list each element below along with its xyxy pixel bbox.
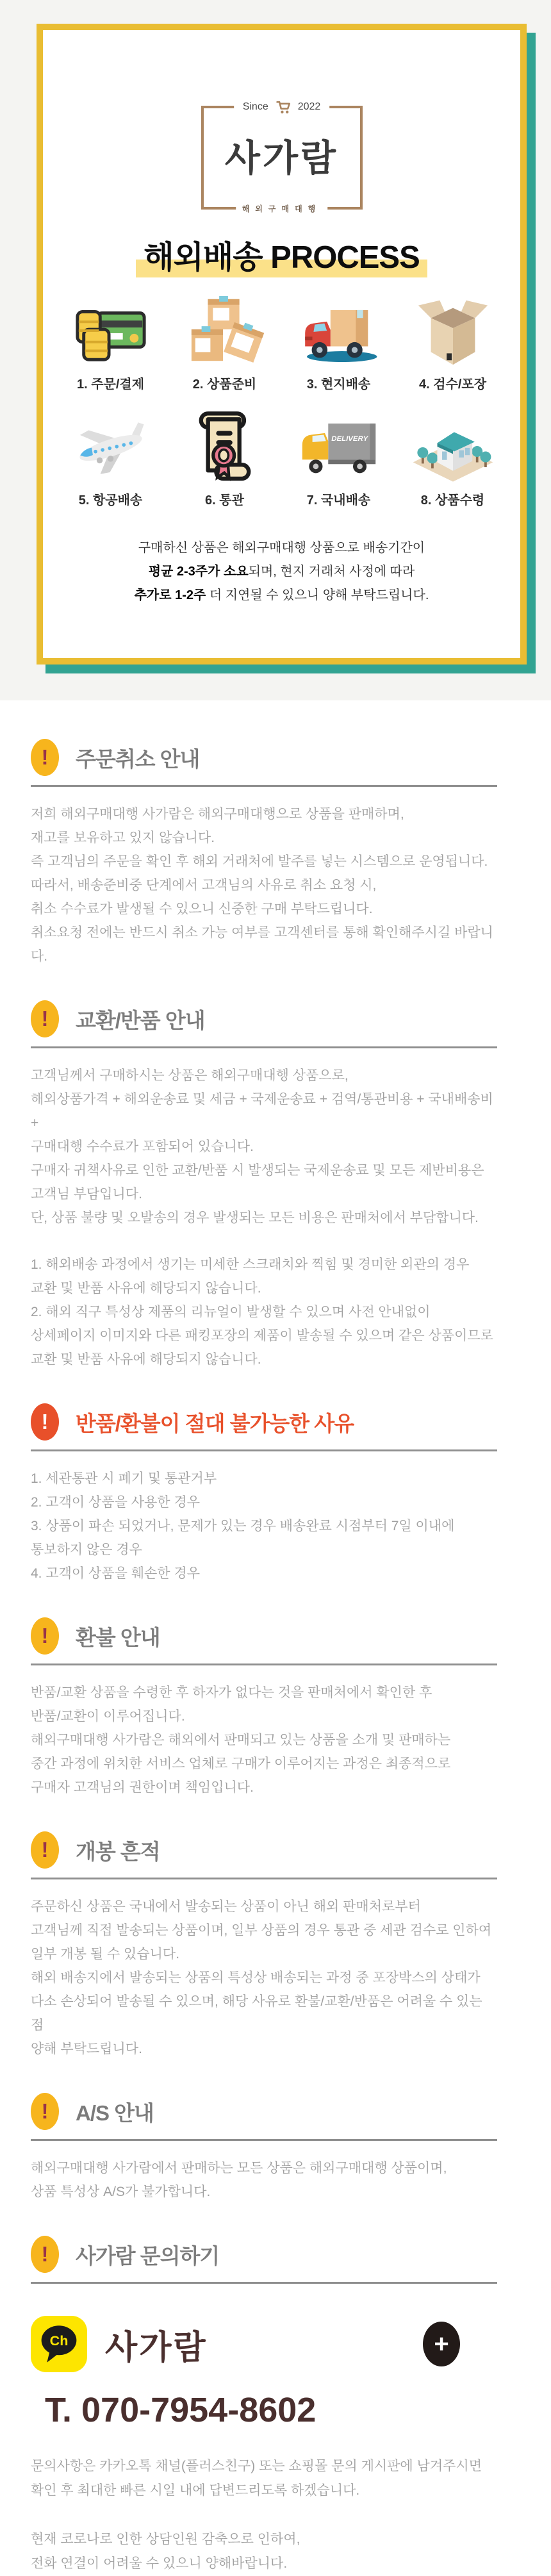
process-card	[37, 24, 527, 665]
exclamation-icon: !	[31, 2093, 59, 2130]
body-line: 저희 해외구매대행 사가람은 해외구매대행으로 상품을 판매하며,	[31, 807, 404, 822]
section-title: 교환/반품 안내	[76, 1008, 205, 1032]
step-label: 6. 통관	[205, 493, 244, 508]
paragraph-gap	[31, 1230, 497, 1253]
section-title: 환불 안내	[76, 1625, 160, 1649]
info-section	[31, 1831, 497, 2061]
body-line: 취소 수수료가 발생될 수 있으니 신중한 구매 부탁드립니다.	[31, 902, 373, 916]
process-banner-area	[0, 0, 551, 700]
shipping-notice	[43, 536, 520, 607]
add-channel-button[interactable]: +	[423, 2322, 460, 2366]
section-title: 주문취소 안내	[76, 747, 200, 771]
process-step	[168, 293, 282, 392]
section-divider	[31, 1664, 497, 1665]
exclamation-icon: !	[31, 1403, 59, 1441]
kakaotalk-channel-icon[interactable]	[31, 2316, 87, 2372]
section-title: 개봉 흔적	[76, 1839, 160, 1863]
section-divider	[31, 785, 497, 787]
body-line: 반품/교환 상품을 수령한 후 하자가 없다는 것을 판매처에서 확인한 후	[31, 1685, 432, 1700]
exclamation-icon: !	[31, 1831, 59, 1869]
section-title: 사가람 문의하기	[76, 2243, 220, 2268]
info-section	[31, 1000, 497, 1371]
body-line: 주문하신 상품은 국내에서 발송되는 상품이 아닌 해외 판매처로부터	[31, 1899, 421, 1914]
shopping-cart-icon	[275, 99, 292, 115]
body-line: 전화 연결이 어려울 수 있으니 양해바랍니다.	[31, 2556, 288, 2571]
page-title: 해외배송 PROCESS	[43, 233, 520, 277]
notice-line: 구매하신 상품은 해외구매대행 상품으로 배송기간이	[138, 541, 425, 555]
info-section	[31, 739, 497, 968]
section-body	[31, 1681, 497, 1799]
kakao-channel-name: 사가람	[105, 2329, 208, 2366]
process-step	[396, 409, 510, 508]
body-line: 통보하지 않은 경우	[31, 1542, 142, 1557]
exclamation-icon: !	[31, 1617, 59, 1655]
home-receive-icon	[411, 409, 495, 484]
svg-text:DELIVERY: DELIVERY	[331, 435, 368, 443]
body-line: 양해 부탁드립니다.	[31, 2042, 142, 2056]
process-step	[396, 293, 510, 392]
contact-par-1	[31, 2454, 497, 2503]
body-line: 교환 및 반품 사유에 해당되지 않습니다.	[31, 1352, 261, 1367]
boxes-icon	[183, 293, 267, 368]
exclamation-icon: !	[31, 1000, 59, 1037]
section-body	[31, 1064, 497, 1371]
airplane-icon	[69, 409, 153, 484]
body-line: 1. 세관통관 시 폐기 및 통관거부	[31, 1471, 217, 1486]
body-line: 일부 개봉 될 수 있습니다.	[31, 1947, 180, 1961]
body-line: 구매대행 수수료가 포함되어 있습니다.	[31, 1139, 254, 1154]
body-line: 해외상품가격 + 해외운송료 및 세금 + 국제운송료 + 검역/통관비용 + 국내배송비 +	[31, 1092, 493, 1130]
section-divider	[31, 2282, 497, 2284]
contact-par-2	[31, 2527, 497, 2576]
section-title: A/S 안내	[76, 2101, 154, 2125]
brand-logo-top	[234, 99, 330, 115]
phone-number: T. 070-7954-8602	[45, 2391, 317, 2429]
body-line: 따라서, 배송준비중 단계에서 고객님의 사유로 취소 요청 시,	[31, 878, 377, 893]
body-line: 고객님께서 구매하시는 상품은 해외구매대행 상품으로,	[31, 1068, 349, 1083]
body-line: 4. 고객이 상품을 훼손한 경우	[31, 1566, 200, 1581]
customs-scroll-icon	[183, 409, 267, 484]
section-divider	[31, 2139, 497, 2141]
section-body	[31, 1467, 497, 1585]
domestic-delivery-truck-icon	[297, 409, 381, 484]
notice-line: 추가로 1-2주 더 지연될 수 있으니 양해 부탁드립니다.	[134, 588, 429, 602]
body-line: 고객님 부담입니다.	[31, 1187, 142, 1201]
svg-text:Ch: Ch	[49, 2332, 69, 2349]
notice-line: 평균 2-3주가 소요되며, 현지 거래처 사정에 따라	[148, 565, 415, 579]
body-line: 재고를 보유하고 있지 않습니다.	[31, 830, 215, 845]
body-line: 해외구매대행 사가람은 해외에서 판매되고 있는 상품을 소개 및 판매하는	[31, 1733, 451, 1747]
section-body	[31, 802, 497, 968]
body-line: 구매자 귀책사유로 인한 교환/반품 시 발생되는 국제운송료 및 모든 제반비용은	[31, 1163, 484, 1178]
inspection-package-icon	[411, 293, 495, 368]
step-label: 5. 항공배송	[78, 493, 143, 508]
body-line: 반품/교환이 이루어집니다.	[31, 1709, 185, 1724]
body-line: 1. 해외배송 과정에서 생기는 미세한 스크래치와 찍힘 및 경미한 외관의 경우	[31, 1257, 470, 1272]
process-step	[54, 293, 168, 392]
body-line: 단, 상품 불량 및 오발송의 경우 발생되는 모든 비용은 판매처에서 부담합니다.	[31, 1210, 479, 1225]
local-delivery-truck-icon	[297, 293, 381, 368]
step-label: 7. 국내배송	[306, 493, 371, 508]
body-line: 확인 후 최대한 빠른 시일 내에 답변드리도록 하겠습니다.	[31, 2483, 360, 2498]
year-label: 2022	[297, 101, 321, 112]
body-line: 2. 고객이 상품을 사용한 경우	[31, 1495, 200, 1510]
info-section	[31, 1403, 497, 1585]
body-line: 2. 해외 직구 특성상 제품의 리뉴얼이 발생할 수 있으며 사전 안내없이	[31, 1305, 431, 1319]
step-label: 2. 상품준비	[192, 377, 257, 392]
brand-subtitle: 해외구매대행	[236, 203, 328, 214]
body-line: 상품 특성상 A/S가 불가합니다.	[31, 2184, 211, 2199]
exclamation-icon: !	[31, 2236, 59, 2273]
body-line: 상세페이지 이미지와 다른 패킹포장의 제품이 발송될 수 있으며 같은 상품이므로	[31, 1328, 493, 1343]
body-line: 해외 배송지에서 발송되는 상품의 특성상 배송되는 과정 중 포장박스의 상태가	[31, 1970, 481, 1985]
payment-icon	[69, 293, 153, 368]
step-label: 1. 주문/결제	[76, 377, 145, 392]
step-label: 8. 상품수령	[420, 493, 485, 508]
process-step	[282, 409, 396, 508]
section-body	[31, 1895, 497, 2061]
info-section	[31, 2236, 497, 2284]
process-step	[54, 409, 168, 508]
brand-logo-frame	[201, 101, 363, 213]
exclamation-icon: !	[31, 739, 59, 776]
body-line: 고객님께 직접 발송되는 상품이며, 일부 상품의 경우 통관 중 세관 검수로 인하여	[31, 1923, 492, 1938]
section-divider	[31, 1046, 497, 1048]
body-line: 즉 고객님의 주문을 확인 후 해외 거래처에 발주를 넣는 시스템으로 운영됩니다.	[31, 854, 488, 869]
step-label: 4. 검수/포장	[418, 377, 487, 392]
body-line: 해외구매대행 사가람에서 판매하는 모든 상품은 해외구매대행 상품이며,	[31, 2161, 447, 2176]
body-line: 구매자 고객님의 권한이며 책임입니다.	[31, 1780, 254, 1795]
section-body	[31, 2156, 497, 2204]
section-title: 반품/환불이 절대 불가능한 사유	[76, 1411, 354, 1435]
body-line: 취소요청 전에는 반드시 취소 가능 여부를 고객센터를 통해 확인해주시길 바랍니다.	[31, 925, 493, 964]
process-step	[282, 293, 396, 392]
body-line: 3. 상품이 파손 되었거나, 문제가 있는 경우 배송완료 시점부터 7일 이내에	[31, 1519, 455, 1533]
info-sections	[31, 739, 497, 2284]
info-section	[31, 1617, 497, 1799]
brand-name: 사가람	[224, 138, 339, 179]
body-line: 교환 및 반품 사유에 해당되지 않습니다.	[31, 1281, 261, 1296]
body-line: 문의사항은 카카오톡 채널(플러스친구) 또는 쇼핑몰 문의 게시판에 남겨주시면	[31, 2459, 482, 2473]
info-section	[31, 2093, 497, 2204]
process-steps	[54, 293, 510, 508]
since-label: Since	[242, 101, 268, 112]
section-divider	[31, 1449, 497, 1451]
body-line: 중간 과정에 위치한 서비스 업체로 구매가 이루어지는 과정은 최종적으로	[31, 1756, 451, 1771]
process-step	[168, 409, 282, 508]
kakao-channel-row	[31, 2316, 497, 2372]
body-line: 현재 코로나로 인한 상담인원 감축으로 인하여,	[31, 2532, 300, 2547]
step-label: 3. 현지배송	[306, 377, 371, 392]
body-line: 다소 손상되어 발송될 수 있으며, 해당 사유로 환불/교환/반품은 어려울 수 있는 점	[31, 1994, 482, 2033]
section-divider	[31, 1878, 497, 1879]
